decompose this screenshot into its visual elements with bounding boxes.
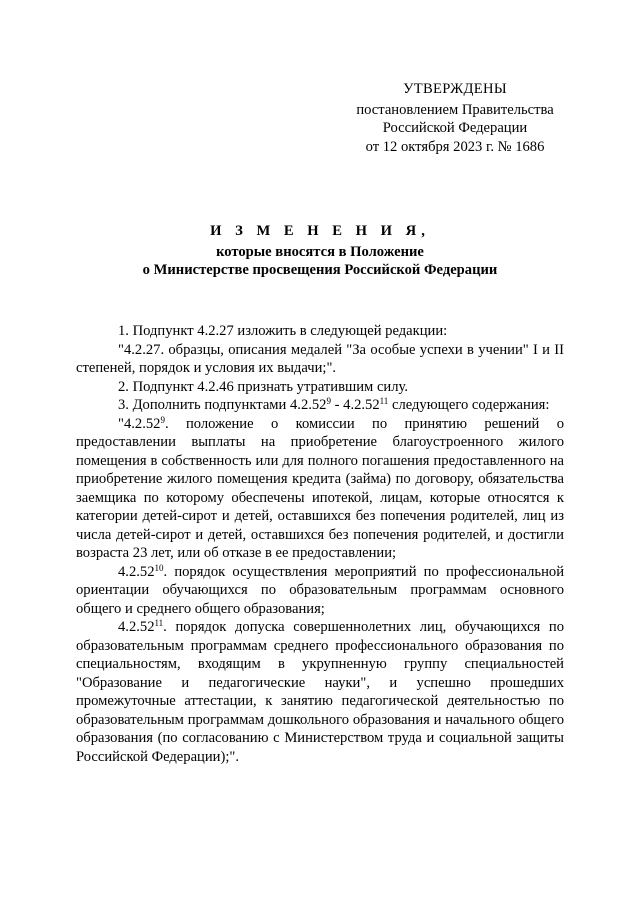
p7-sup: 11 (154, 618, 164, 628)
p7-pre: 4.2.52 (118, 619, 155, 635)
approval-line-1: постановлением Правительства (356, 101, 554, 118)
document-body (76, 322, 564, 766)
document-subtitle-1: которые вносятся в Положение (216, 243, 424, 260)
paragraph-1: 1. Подпункт 4.2.27 изложить в следующей редакции: (118, 323, 448, 339)
p7-text: . порядок допуска совершеннолетних лиц, обучающихся по образовательным программам среднего профессионального образования по специальностям, входящим в укрупненную группу специальностей "Образование и педагогические науки", и успешно прошедших промежуточные аттестации, к занятию педагогической деятельностью по образовательным программам дошкольного образования и начального общего образования (по согласованию с Министерством труда и социальной защиты Российской Федерации);". (76, 619, 564, 765)
document-title: И З М Е Н Е Н И Я, (210, 223, 430, 239)
approval-title: УТВЕРЖДЕНЫ (403, 81, 507, 97)
p6-pre: 4.2.52 (118, 563, 155, 580)
p6-sup: 10 (154, 562, 164, 573)
p4-sup-1: 9 (326, 396, 331, 406)
p5-pre: "4.2.52 (118, 415, 161, 432)
approval-stamp (340, 80, 570, 156)
paragraph-4 (76, 396, 564, 415)
document-heading (60, 222, 580, 280)
p5-text: . положение о комиссии по принятию решений о предоставлении выплаты на приобретение благоустроенного жилого помещения в собственность или для полного погашения предоставленного на приобретение жилого помещения кредита (займа) по договору, обязательства заемщика по которому обеспечены ипотекой, лицам, которые относятся к категории детей-сирот и детей, оставшихся без попечения родителей, лиц из числа детей-сирот и детей, оставшихся без попечения родителей, и достигли возраста 23 лет, или об отказе в ее предоставлении; (76, 415, 564, 561)
approval-line-2: Российской Федерации (382, 120, 528, 136)
p6-text: . порядок осуществления мероприятий по профессиональной ориентации обучающихся по образовательным программам основного общего и среднего общего образования; (76, 563, 564, 617)
paragraph-5 (76, 415, 564, 563)
p4-post: следующего содержания: (388, 397, 550, 413)
paragraph-6 (76, 563, 564, 619)
p5-sup: 9 (160, 414, 165, 425)
paragraph-2: "4.2.27. образцы, описания медалей "За особые успехи в учении" I и II степеней, порядок и условия их выдачи;". (76, 341, 564, 376)
paragraph-3: 2. Подпункт 4.2.46 признать утратившим силу. (118, 378, 408, 395)
document-subtitle-2: о Министерстве просвещения Российской Федерации (142, 262, 498, 278)
approval-line-3: от 12 октября 2023 г. № 1686 (365, 138, 545, 155)
p4-mid: - 4.2.52 (330, 397, 380, 413)
p4-pre: 3. Дополнить подпунктами 4.2.52 (118, 397, 327, 413)
paragraph-7 (76, 618, 564, 766)
p4-sup-2: 11 (379, 396, 389, 406)
